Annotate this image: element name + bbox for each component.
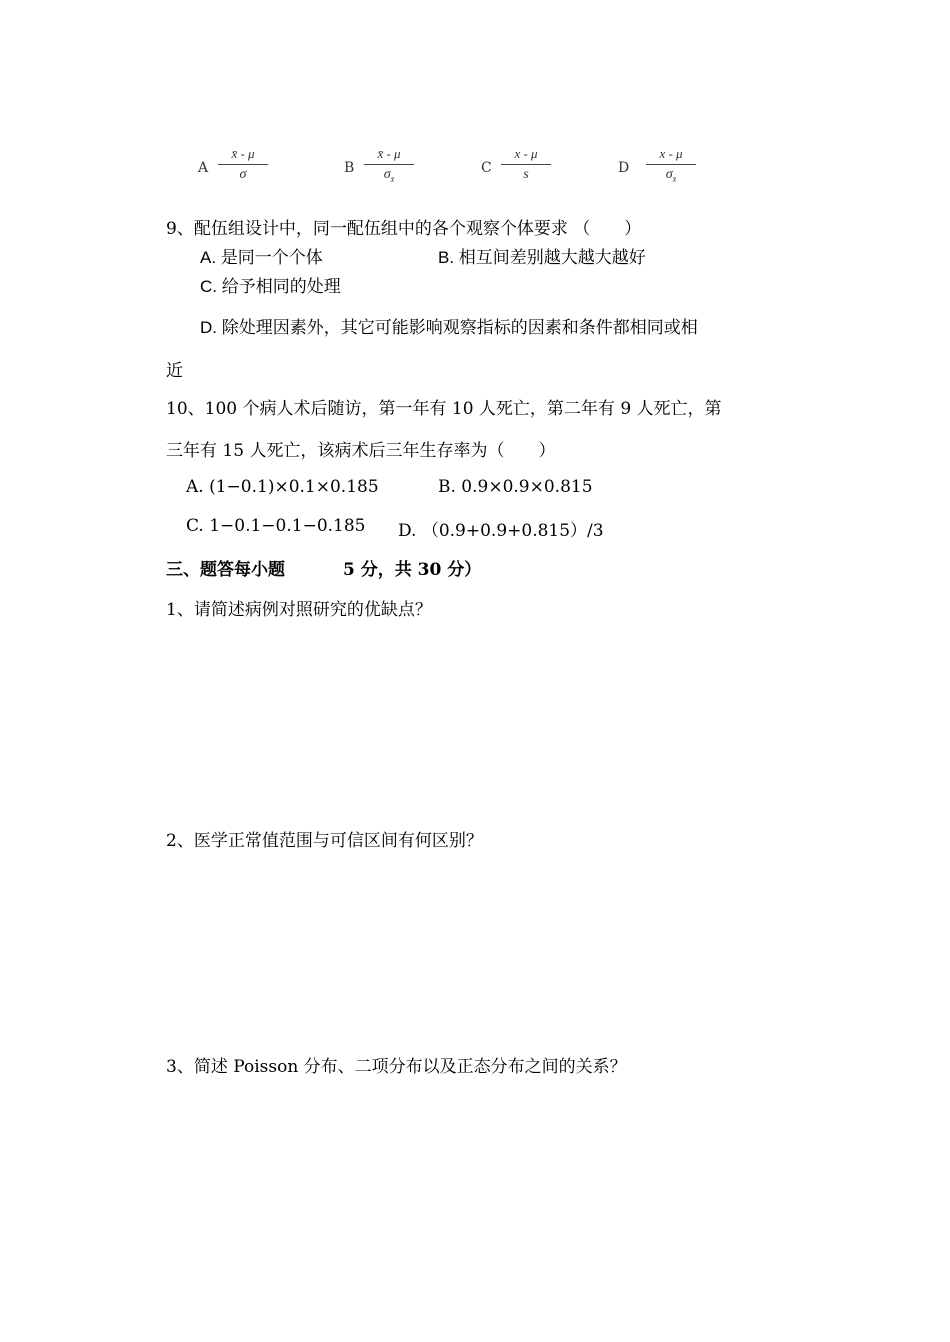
formula-d bbox=[646, 146, 696, 188]
formula-b-subscript: x̄ bbox=[390, 174, 395, 184]
section-3-question-2: 2、医学正常值范围与可信区间有何区别？ bbox=[166, 831, 483, 851]
question-9-option-c: C. 给予相同的处理 bbox=[200, 277, 341, 296]
formula-c-numerator: x - μ bbox=[514, 146, 538, 161]
formula-a-denominator: σ bbox=[239, 167, 247, 182]
section-3-question-1: 1、请简述病例对照研究的优缺点？ bbox=[166, 600, 432, 620]
formula-d-denominator: $\sigma_{x̄}$ bbox=[665, 167, 677, 184]
question-10-option-c: C. 1−0.1−0.1−0.185 bbox=[186, 516, 366, 536]
formula-b bbox=[364, 146, 414, 188]
fraction-bar bbox=[364, 164, 414, 165]
formula-b-numerator: x̄ - μ bbox=[377, 146, 401, 161]
fraction-bar bbox=[501, 164, 551, 165]
formula-d-label: D bbox=[618, 160, 630, 176]
question-9-option-b: B. 相互间差别越大越大越好 bbox=[438, 248, 646, 267]
question-10-option-b: B. 0.9×0.9×0.815 bbox=[438, 477, 593, 497]
formula-c-denominator: s bbox=[523, 167, 529, 182]
section-3-question-3: 3、简述 Poisson 分布、二项分布以及正态分布之间的关系？ bbox=[166, 1057, 627, 1077]
question-10-option-a: A. (1−0.1)×0.1×0.185 bbox=[186, 477, 379, 497]
fraction-bar bbox=[218, 164, 268, 165]
question-9-option-a: A. 是同一个个体 bbox=[200, 248, 323, 267]
formula-b-denominator: $\sigma_{x̄}$ bbox=[383, 167, 395, 184]
section-3-heading-part-2: 5 分，共 30 分） bbox=[343, 560, 482, 580]
question-9-stem: 9、配伍组设计中，同一配伍组中的各个观察个体要求 （ ） bbox=[166, 219, 642, 239]
formula-d-numerator: x - μ bbox=[659, 146, 683, 161]
question-10-stem-line-1: 10、100 个病人术后随访，第一年有 10 人死亡，第二年有 9 人死亡，第 bbox=[166, 399, 722, 419]
formula-d-subscript: x̄ bbox=[672, 174, 677, 184]
section-3-heading-part-1: 三、题答每小题 bbox=[166, 560, 285, 580]
formula-a-label: A bbox=[198, 160, 209, 176]
question-9-option-d: D. 除处理因素外，其它可能影响观察指标的因素和条件都相同或相 bbox=[200, 318, 698, 337]
formula-a-numerator: x̄ - μ bbox=[231, 146, 255, 161]
question-9-option-d-continued: 近 bbox=[166, 361, 183, 381]
formula-c-label: C bbox=[481, 160, 492, 176]
fraction-bar bbox=[646, 164, 696, 165]
question-10-option-d: D. （0.9+0.9+0.815）/3 bbox=[398, 521, 604, 541]
formula-b-label: B bbox=[344, 160, 355, 176]
formula-c bbox=[501, 146, 551, 183]
formula-a bbox=[218, 146, 268, 183]
question-10-stem-line-2: 三年有 15 人死亡，该病术后三年生存率为（ ） bbox=[166, 441, 556, 461]
